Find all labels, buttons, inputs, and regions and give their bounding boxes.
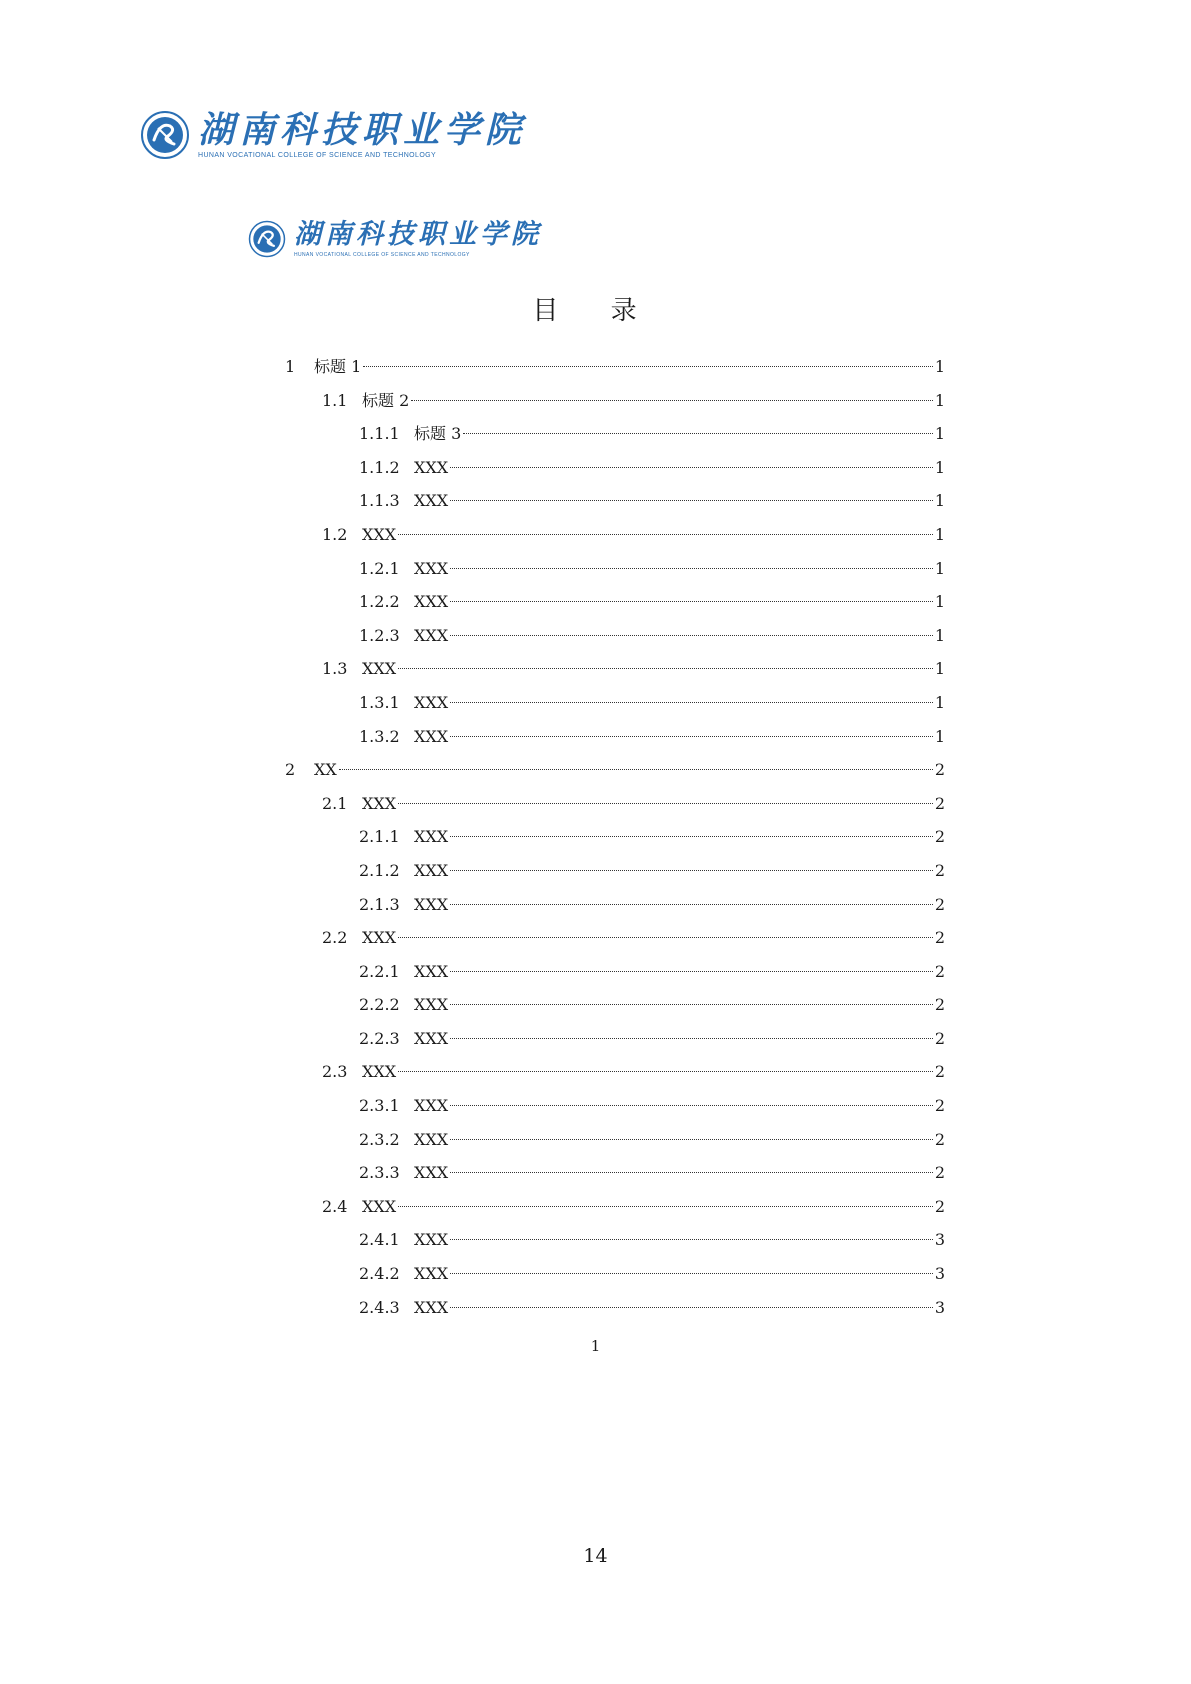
toc-entry[interactable] — [285, 552, 945, 586]
toc-entry[interactable] — [285, 384, 945, 418]
toc-dot-leader — [450, 702, 933, 703]
toc-entry[interactable] — [285, 753, 945, 787]
toc-entry-number: 2.1.3 — [359, 894, 400, 914]
toc-entry-number: 1.2.1 — [359, 558, 400, 578]
college-logo-header — [140, 110, 526, 160]
toc-entry-number: 1.1.3 — [359, 491, 400, 511]
toc-entry-title: XXX — [414, 995, 449, 1015]
toc-dot-leader — [450, 1239, 933, 1240]
toc-entry-page: 2 — [934, 961, 945, 981]
toc-entry-page: 1 — [934, 424, 945, 444]
toc-entry[interactable] — [285, 652, 945, 686]
toc-entry[interactable] — [285, 619, 945, 653]
toc-dot-leader — [398, 1206, 933, 1207]
toc-entry-number: 1.3 — [322, 659, 348, 679]
toc-entry-number: 2.2.2 — [359, 995, 400, 1015]
toc-dot-leader — [450, 836, 933, 837]
toc-entry-title: XXX — [414, 860, 449, 880]
toc-entry-number: 1.3.1 — [359, 692, 400, 712]
toc-entry-page: 2 — [934, 827, 945, 847]
toc-entry-number: 1.2.2 — [359, 592, 400, 612]
toc-dot-leader — [450, 635, 933, 636]
toc-dot-leader — [398, 1071, 933, 1072]
toc-entry-page: 3 — [934, 1264, 945, 1284]
toc-entry-title: XXX — [414, 1297, 449, 1317]
inner-page-number: 1 — [590, 1337, 601, 1355]
toc-entry-number: 2 — [285, 760, 296, 780]
toc-entry-number: 1.1.2 — [359, 457, 400, 477]
toc-dot-leader — [450, 568, 933, 569]
toc-entry-title: XXX — [362, 928, 397, 948]
toc-entry-number: 2.4 — [322, 1196, 348, 1216]
toc-entry[interactable] — [285, 451, 945, 485]
toc-entry-page: 2 — [934, 1196, 945, 1216]
toc-dot-leader — [450, 1004, 933, 1005]
toc-entry-title: XXX — [414, 1096, 449, 1116]
toc-entry[interactable] — [285, 1291, 945, 1325]
toc-entry-page: 1 — [934, 524, 945, 544]
toc-entry-title: XXX — [414, 1163, 449, 1183]
toc-dot-leader — [450, 1139, 933, 1140]
toc-entry[interactable] — [285, 585, 945, 619]
toc-entry-title: XXX — [414, 457, 449, 477]
toc-entry-page: 2 — [934, 860, 945, 880]
college-emblem-icon — [140, 110, 190, 160]
toc-entry-page: 2 — [934, 760, 945, 780]
toc-entry-title: XXX — [414, 558, 449, 578]
college-logo-inner — [248, 220, 542, 258]
toc-entry-title: XXX — [414, 1028, 449, 1048]
toc-entry[interactable] — [285, 955, 945, 989]
toc-entry-title: XXX — [362, 793, 397, 813]
toc-dot-leader — [398, 668, 933, 669]
toc-entry-page: 1 — [934, 390, 945, 410]
toc-entry[interactable] — [285, 1123, 945, 1157]
toc-entry-page: 3 — [934, 1230, 945, 1250]
toc-entry-title: XXX — [414, 827, 449, 847]
toc-dot-leader — [450, 1038, 933, 1039]
toc-entry-title: XXX — [414, 1230, 449, 1250]
toc-entry-page: 3 — [934, 1297, 945, 1317]
toc-entry-number: 1.2.3 — [359, 625, 400, 645]
toc-entry-number: 1.1 — [322, 390, 348, 410]
toc-entry[interactable] — [285, 518, 945, 552]
college-emblem-icon — [248, 220, 286, 258]
toc-entry-page: 1 — [934, 726, 945, 746]
toc-entry-title: XXX — [414, 625, 449, 645]
toc-entry-page: 1 — [934, 357, 945, 376]
toc-entry-page: 2 — [934, 1028, 945, 1048]
toc-entry-title: XXX — [414, 491, 449, 511]
toc-entry-title: XXX — [362, 1062, 397, 1082]
toc-entry-page: 1 — [934, 659, 945, 679]
toc-entry-page: 1 — [934, 457, 945, 477]
college-name-cn: 湖南科技职业学院 — [294, 218, 542, 250]
toc-entry[interactable] — [285, 787, 945, 821]
toc-entry-page: 1 — [934, 692, 945, 712]
toc-dot-leader — [398, 803, 933, 804]
toc-entry-number: 2.3.2 — [359, 1129, 400, 1149]
toc-entry-page: 2 — [934, 894, 945, 914]
toc-entry[interactable] — [285, 820, 945, 854]
toc-entry-number: 2.1.1 — [359, 827, 400, 847]
toc-entry-number: 1 — [285, 357, 296, 376]
toc-dot-leader — [450, 870, 933, 871]
toc-entry-title: XX — [314, 760, 337, 780]
toc-dot-leader — [450, 601, 933, 602]
toc-dot-leader — [450, 1172, 933, 1173]
toc-entry[interactable] — [285, 686, 945, 720]
toc-entry-number: 2.4.3 — [359, 1297, 400, 1317]
table-of-contents — [285, 350, 945, 1324]
toc-dot-leader — [398, 534, 933, 535]
toc-entry[interactable] — [285, 417, 945, 451]
toc-entry-title: XXX — [414, 726, 449, 746]
toc-dot-leader — [363, 366, 933, 367]
toc-entry-title: 标题 3 — [414, 424, 462, 444]
toc-entry-number: 2.1.2 — [359, 860, 400, 880]
toc-entry[interactable] — [285, 720, 945, 754]
toc-dot-leader — [450, 736, 933, 737]
toc-dot-leader — [463, 433, 933, 434]
toc-entry-number: 2.1 — [322, 793, 348, 813]
toc-entry-number: 2.2 — [322, 928, 348, 948]
toc-entry-number: 2.4.1 — [359, 1230, 400, 1250]
toc-entry-page: 2 — [934, 793, 945, 813]
toc-entry-page: 1 — [934, 558, 945, 578]
toc-entry-title: XXX — [362, 524, 397, 544]
toc-entry[interactable] — [285, 1156, 945, 1190]
toc-entry[interactable] — [285, 1257, 945, 1291]
toc-dot-leader — [450, 467, 933, 468]
toc-dot-leader — [450, 500, 933, 501]
toc-entry-title: XXX — [414, 592, 449, 612]
toc-entry-title: XXX — [414, 894, 449, 914]
college-name-en: HUNAN VOCATIONAL COLLEGE OF SCIENCE AND TECHNOLOGY — [294, 251, 470, 258]
toc-entry-title: XXX — [362, 659, 397, 679]
toc-entry-title: XXX — [362, 1196, 397, 1216]
toc-entry-page: 1 — [934, 491, 945, 511]
toc-dot-leader — [450, 1105, 933, 1106]
toc-entry-title: 标题 2 — [362, 390, 410, 410]
toc-entry-page: 1 — [934, 592, 945, 612]
page-number: 14 — [583, 1545, 608, 1567]
toc-dot-leader — [411, 400, 933, 401]
toc-entry-page: 2 — [934, 1163, 945, 1183]
toc-dot-leader — [450, 1273, 933, 1274]
toc-entry-number: 2.3 — [322, 1062, 348, 1082]
toc-entry-page: 2 — [934, 1062, 945, 1082]
toc-entry-number: 2.3.1 — [359, 1096, 400, 1116]
toc-entry[interactable] — [285, 1022, 945, 1056]
toc-entry[interactable] — [285, 921, 945, 955]
toc-dot-leader — [398, 937, 933, 938]
toc-entry-title: XXX — [414, 1129, 449, 1149]
college-name-cn: 湖南科技职业学院 — [198, 108, 527, 151]
toc-dot-leader — [339, 769, 933, 770]
toc-entry[interactable] — [285, 888, 945, 922]
toc-entry[interactable] — [285, 1223, 945, 1257]
toc-entry-page: 1 — [934, 625, 945, 645]
toc-entry-number: 2.2.1 — [359, 961, 400, 981]
toc-entry[interactable] — [285, 1089, 945, 1123]
toc-entry-page: 2 — [934, 1129, 945, 1149]
toc-entry-number: 1.3.2 — [359, 726, 400, 746]
toc-entry[interactable] — [285, 988, 945, 1022]
toc-dot-leader — [450, 1307, 933, 1308]
toc-entry-page: 2 — [934, 1096, 945, 1116]
toc-dot-leader — [450, 904, 933, 905]
toc-entry[interactable] — [285, 1055, 945, 1089]
college-name-en: HUNAN VOCATIONAL COLLEGE OF SCIENCE AND TECHNOLOGY — [198, 151, 437, 159]
toc-entry[interactable] — [285, 350, 945, 384]
toc-entry-title: XXX — [414, 961, 449, 981]
toc-entry-page: 2 — [934, 928, 945, 948]
toc-entry-title: 标题 1 — [314, 357, 362, 376]
toc-entry-page: 2 — [934, 995, 945, 1015]
toc-entry-number: 1.1.1 — [359, 424, 400, 444]
toc-entry[interactable] — [285, 1190, 945, 1224]
toc-dot-leader — [450, 971, 933, 972]
toc-title: 目 录 — [532, 296, 659, 326]
toc-entry-number: 2.4.2 — [359, 1264, 400, 1284]
toc-entry[interactable] — [285, 484, 945, 518]
toc-entry[interactable] — [285, 854, 945, 888]
toc-entry-number: 2.2.3 — [359, 1028, 400, 1048]
toc-entry-number: 1.2 — [322, 524, 348, 544]
toc-entry-title: XXX — [414, 692, 449, 712]
toc-entry-number: 2.3.3 — [359, 1163, 400, 1183]
toc-entry-title: XXX — [414, 1264, 449, 1284]
